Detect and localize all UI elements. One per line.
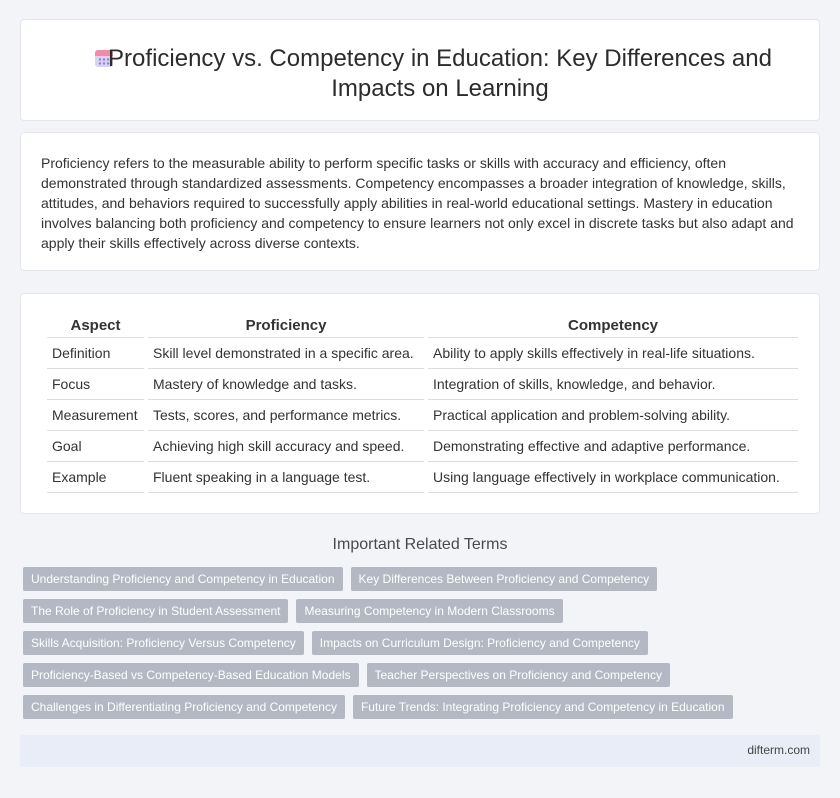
related-term-link[interactable]: Key Differences Between Proficiency and Competency	[351, 567, 658, 591]
intro-paragraph: Proficiency refers to the measurable ability to perform specific tasks or skills with accuracy and efficiency, often demonstrated through standardized assessments. Competency encompasses a broader integration of knowledge, skills, attitudes, and behaviors required to successfully apply abilities in real-world educational settings. Mastery in education involves balancing both proficiency and competency to ensure learners not only excel in discrete tasks but also adapt and apply their skills effectively across diverse contexts.	[41, 155, 794, 251]
cell-competency: Practical application and problem-solving ability.	[428, 400, 798, 431]
tag-row	[23, 599, 823, 623]
cell-proficiency: Mastery of knowledge and tasks.	[148, 369, 424, 400]
related-term-link[interactable]: Proficiency-Based vs Competency-Based Education Models	[23, 663, 359, 687]
table-row	[47, 431, 798, 462]
related-term-link[interactable]: Impacts on Curriculum Design: Proficiency and Competency	[312, 631, 648, 655]
cell-proficiency: Fluent speaking in a language test.	[148, 462, 424, 493]
header-proficiency: Proficiency	[148, 314, 424, 338]
table-row	[47, 400, 798, 431]
cell-competency: Using language effectively in workplace communication.	[428, 462, 798, 493]
cell-proficiency: Skill level demonstrated in a specific area.	[148, 338, 424, 369]
cell-aspect: Definition	[47, 338, 144, 369]
cell-aspect: Measurement	[47, 400, 144, 431]
related-terms-list	[23, 567, 823, 727]
tag-row	[23, 663, 823, 687]
comparison-table-card	[20, 293, 820, 514]
related-term-link[interactable]: Teacher Perspectives on Proficiency and Competency	[367, 663, 670, 687]
cell-aspect: Goal	[47, 431, 144, 462]
cell-proficiency: Tests, scores, and performance metrics.	[148, 400, 424, 431]
related-term-link[interactable]: The Role of Proficiency in Student Assessment	[23, 599, 288, 623]
tag-row	[23, 567, 823, 591]
table-row	[47, 338, 798, 369]
tag-row	[23, 631, 823, 655]
header-card	[20, 19, 820, 121]
header-aspect: Aspect	[47, 314, 144, 338]
related-term-link[interactable]: Future Trends: Integrating Proficiency and Competency in Education	[353, 695, 733, 719]
footer-site-link[interactable]: difterm.com	[747, 743, 810, 757]
table-row	[47, 369, 798, 400]
table-row	[47, 462, 798, 493]
cell-competency: Integration of skills, knowledge, and behavior.	[428, 369, 798, 400]
cell-competency: Demonstrating effective and adaptive performance.	[428, 431, 798, 462]
related-term-link[interactable]: Understanding Proficiency and Competency in Education	[23, 567, 343, 591]
cell-competency: Ability to apply skills effectively in real-life situations.	[428, 338, 798, 369]
comparison-table	[43, 314, 802, 493]
related-term-link[interactable]: Skills Acquisition: Proficiency Versus Competency	[23, 631, 304, 655]
page-title: Proficiency vs. Competency in Education: Key Differences and Impacts on Learning	[108, 45, 772, 102]
footer	[20, 735, 820, 767]
intro-card	[20, 132, 820, 271]
tag-row	[23, 695, 823, 719]
cell-proficiency: Achieving high skill accuracy and speed.	[148, 431, 424, 462]
related-term-link[interactable]: Challenges in Differentiating Proficiency and Competency	[23, 695, 345, 719]
table-header-row	[47, 314, 798, 338]
cell-aspect: Example	[47, 462, 144, 493]
cell-aspect: Focus	[47, 369, 144, 400]
related-terms-title: Important Related Terms	[332, 536, 508, 553]
header-competency: Competency	[428, 314, 798, 338]
related-term-link[interactable]: Measuring Competency in Modern Classrooms	[296, 599, 562, 623]
